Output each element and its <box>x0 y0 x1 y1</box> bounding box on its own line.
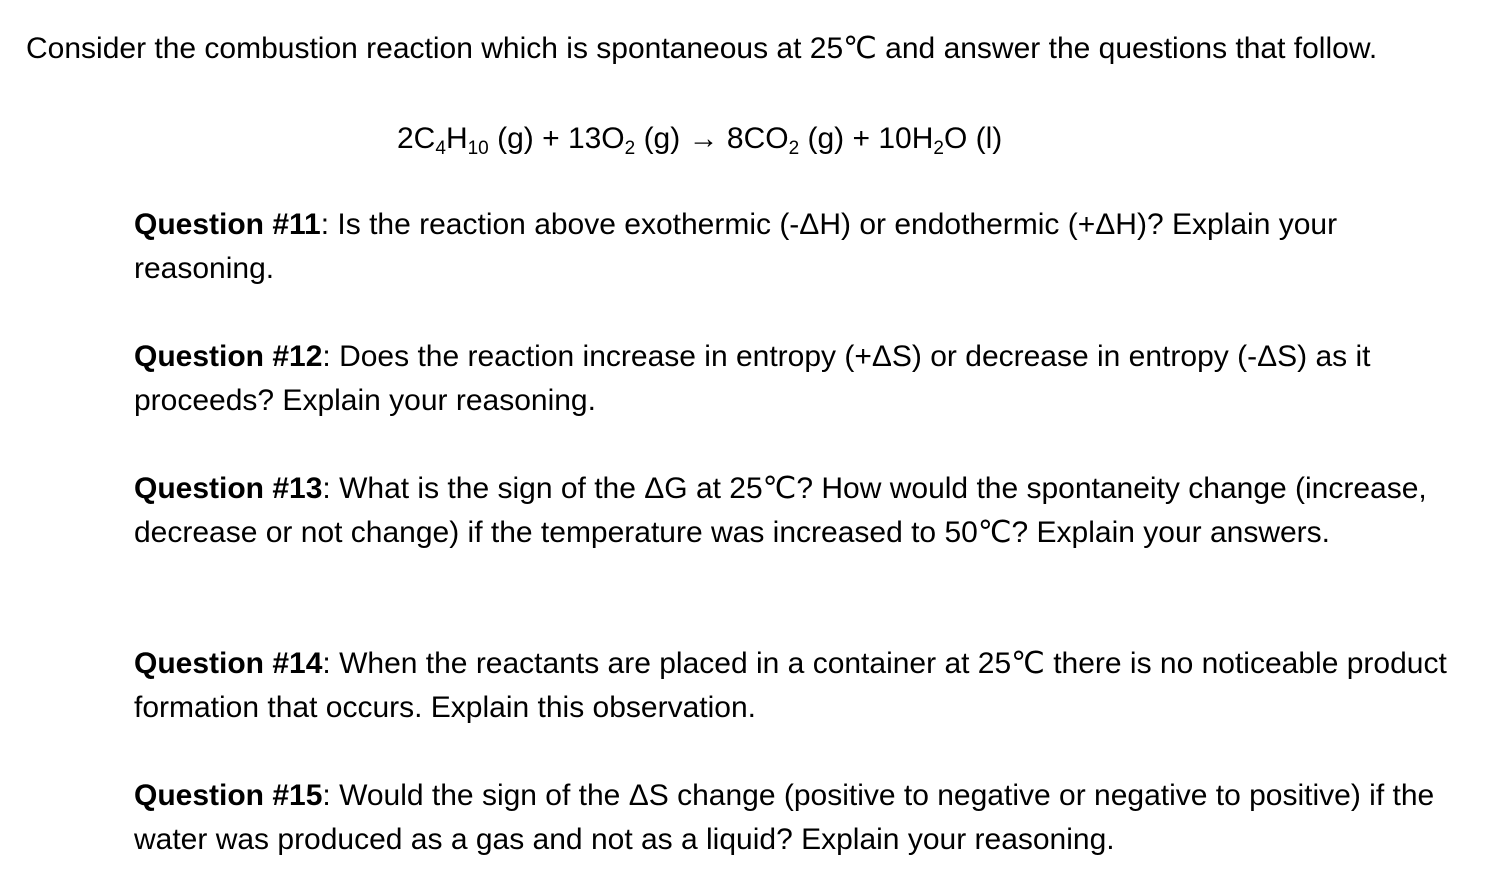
equation-part: H <box>445 122 468 155</box>
question-label: Question #14 <box>134 647 323 680</box>
question-text: : Does the reaction increase in entropy (+ΔS) or decrease in entropy (-ΔS) as it proceeds? Explain your reasoning. <box>134 340 1371 417</box>
subscript: 10 <box>467 138 489 159</box>
subscript: 2 <box>624 138 636 159</box>
question-text: : Would the sign of the ΔS change (positive to negative or negative to positive) if the water was produced as a gas and not as a liquid? Explain your reasoning. <box>134 779 1435 856</box>
question-15 <box>134 774 1454 862</box>
question-label: Question #15 <box>134 779 323 812</box>
equation-part: (g) → 8CO <box>635 122 789 155</box>
equation-part: (g) + 10H <box>799 122 934 155</box>
question-13 <box>134 467 1454 555</box>
question-14 <box>134 642 1454 730</box>
question-label: Question #11 <box>134 208 321 241</box>
question-text: : Is the reaction above exothermic (-ΔH) or endothermic (+ΔH)? Explain your reasoning. <box>134 208 1338 285</box>
question-text: : When the reactants are placed in a container at 25℃ there is no noticeable product formation that occurs. Explain this observation. <box>134 647 1447 724</box>
equation-part: O (l) <box>943 122 1003 155</box>
question-12 <box>134 335 1454 423</box>
question-text: : What is the sign of the ΔG at 25℃? How would the spontaneity change (increase, decrease or not change) if the temperature was increased to 50℃? Explain your answers. <box>134 472 1427 549</box>
equation-part: (g) + 13O <box>488 122 625 155</box>
question-11 <box>134 203 1454 291</box>
question-label: Question #12 <box>134 340 323 373</box>
chemical-equation <box>397 116 1002 161</box>
subscript: 4 <box>435 138 446 159</box>
subscript: 2 <box>933 138 944 159</box>
intro-paragraph: Consider the combustion reaction which is spontaneous at 25℃ and answer the questions that follow. <box>26 32 1378 65</box>
subscript: 2 <box>788 138 800 159</box>
question-label: Question #13 <box>134 472 323 505</box>
equation-part: 2C <box>397 122 436 155</box>
